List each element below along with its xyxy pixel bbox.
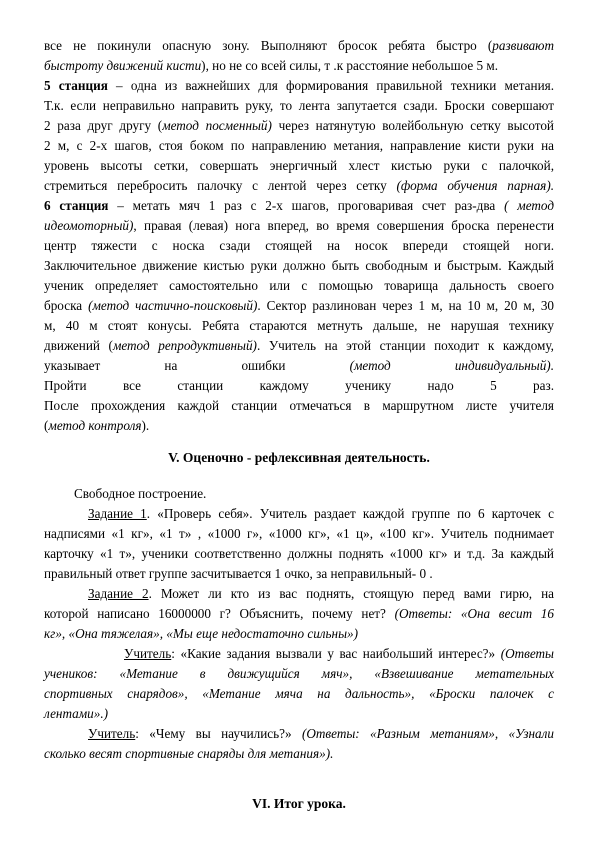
text-line [44, 416, 554, 436]
text-line [88, 724, 554, 744]
italic-run: сколько весят спортивные снаряды для метания»). [44, 746, 334, 761]
text-line [124, 644, 554, 664]
text-run: . Учитель на этой станции походит к каждому, [256, 338, 554, 353]
text-run: . «Проверь себя». Учитель раздает каждой группе по 6 карточек с [146, 506, 554, 521]
text-run: карточку «1 т», ученики соответственно должны поднять «1000 кг» и т.д. За каждый [44, 546, 554, 561]
text-run: . Может ли кто из вас поднять, стоящую перед вами гирю, на [148, 586, 554, 601]
text-run: ), но не со всей силы, т .к расстояние небольшое 5 м. [201, 58, 499, 73]
text-run: уровень высоты сетки, совершать энергичный хлест кистью руки с палочкой, [44, 158, 554, 173]
text-run: Заключительное движение кистью руки должно быть свободным и быстрым. Каждый [44, 258, 554, 273]
text-line [44, 116, 554, 136]
text-run: надписями «1 кг», «1 т» , «1000 г», «1000 кг», «1 ц», «100 кг». Учитель поднимает [44, 526, 554, 541]
text-run: , правая (левая) нога вперед, во время совершения броска перенести [133, 218, 554, 233]
italic-run: (форма обучения парная). [396, 178, 555, 193]
heading-assessment: V. Оценочно - рефлексивная деятельность. [168, 450, 430, 465]
text-line [44, 704, 554, 724]
italic-run: (Ответы: «Она весит 16 [394, 606, 554, 621]
text-line [44, 604, 554, 624]
text-line [44, 196, 554, 216]
italic-run: (Ответы: «Разным метаниям», «Узнали [301, 726, 554, 741]
text-run: которой написано 16000000 г? Объяснить, почему нет? [44, 606, 395, 621]
text-line [44, 356, 554, 376]
text-run: через натянутую волейбольную сетку высотой [271, 118, 554, 133]
text-run: 2 раза друг другу ( [44, 118, 163, 133]
underlined-run: Учитель [124, 646, 172, 661]
text-line [44, 564, 554, 584]
italic-run: ( метод [504, 198, 555, 213]
text-line [44, 156, 554, 176]
text-line [44, 664, 554, 684]
italic-run: кг», «Она тяжелая», «Мы еще недостаточно сильны») [44, 626, 359, 641]
text-run: : «Чему вы научились?» [135, 726, 302, 741]
text-line [88, 504, 554, 524]
text-run: движений ( [44, 338, 113, 353]
text-run: – одна из важнейших для формирования правильной техники метания. [107, 78, 554, 93]
text-run: Т.к. если неправильно направить руку, то лента запутается сзади. Броски совершают [44, 98, 554, 113]
heading-summary: VI. Итог урока. [252, 796, 346, 811]
italic-run: быстроту движений кисти [44, 58, 202, 73]
text-line [44, 176, 554, 196]
text-line [44, 36, 554, 56]
italic-run: (Ответы [500, 646, 554, 661]
text-line [44, 396, 554, 416]
text-run: Пройти все станции каждому ученику надо 5 раз. [44, 378, 554, 393]
text-line [44, 296, 554, 316]
text-run: броска [44, 298, 89, 313]
text-line [44, 744, 554, 764]
text-line [44, 56, 554, 76]
underlined-run: Учитель [88, 726, 136, 741]
text-run: . Сектор разлинован через 1 м, на 10 м, 20 м, 30 [257, 298, 555, 313]
text-line [44, 316, 554, 336]
text-run: – метать мяч 1 раз с 2-х шагов, проговаривая счет раз-два [108, 198, 505, 213]
text-run: 2 м, с 2-х шагов, стоя боком по направлению метания, направление кисти руки на [44, 138, 554, 153]
text-line [44, 544, 554, 564]
text-line [44, 376, 554, 396]
text-line [44, 684, 554, 704]
italic-run: развивают [492, 38, 554, 53]
text-run: указывает на ошибки [44, 358, 350, 373]
italic-run: метод контроля [48, 418, 142, 433]
text-run: все не покинули опасную зону. Выполняют бросок ребята быстро ( [44, 38, 493, 53]
text-line [44, 276, 554, 296]
italic-run: метод репродуктивный) [112, 338, 257, 353]
bold-run: 6 станция [44, 198, 109, 213]
text-run: центр тяжести с носка сзади стоящей на носок впереди стоящей ноги. [44, 238, 554, 253]
text-line [44, 256, 554, 276]
text-run: После прохождения каждой станции отмечаться в маршрутном листе учителя [44, 398, 554, 413]
italic-run: (метод частично-поисковый) [88, 298, 258, 313]
underlined-run: Задание 1 [88, 506, 147, 521]
text-run: стремиться перебросить палочку с лентой через сетку [44, 178, 397, 193]
text-run: м, 40 м стоят конусы. Ребята стараются метнуть дальше, не нарушая технику [44, 318, 554, 333]
text-line [44, 336, 554, 356]
text-line [44, 96, 554, 116]
italic-run: (метод индивидуальный). [349, 358, 554, 373]
text-run: : «Какие задания вызвали у вас наибольший интерес?» [171, 646, 501, 661]
text-run: ученик определяет самостоятельно или с помощью товарища дальность своего [44, 278, 554, 293]
text-line [44, 76, 554, 96]
text-run: Свободное построение. [74, 486, 207, 501]
bold-run: 5 станция [44, 78, 108, 93]
text-line [44, 216, 554, 236]
text-line [88, 584, 554, 604]
text-run: ( [44, 418, 49, 433]
italic-run: метод посменный) [162, 118, 272, 133]
italic-run: учеников: «Метание в движущийся мяч», «Взвешивание метательных [44, 666, 554, 681]
underlined-run: Задание 2 [88, 586, 149, 601]
text-line [44, 236, 554, 256]
italic-run: лентами».) [44, 706, 109, 721]
text-line [74, 484, 554, 504]
text-line [44, 524, 554, 544]
text-line [44, 624, 554, 644]
italic-run: идеомоторный) [44, 218, 134, 233]
text-run: ). [141, 418, 150, 433]
italic-run: спортивных снарядов», «Метание мяча на дальность», «Броски палочек с [44, 686, 554, 701]
text-run: правильный ответ группе засчитывается 1 очко, за неправильный- 0 . [44, 566, 433, 581]
text-line [44, 136, 554, 156]
